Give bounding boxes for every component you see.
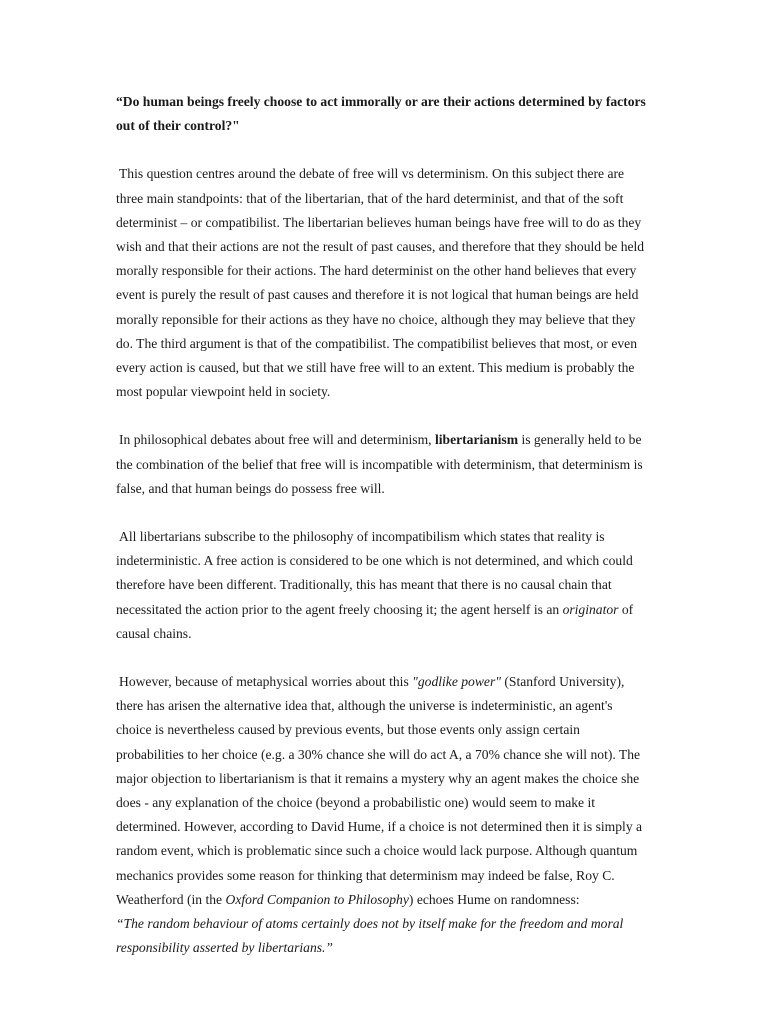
text-run: (Stanford University), there has arisen the alternative idea that, although the universe is indeterministic, an agent's choice is nevertheless caused by previous events, but those events only assign certain probabilities to her choice (e.g. a 30% chance she will do act A, a 70% chance she will not). The major objection to libertarianism is that it remains a mystery why an agent makes the choice she does - any explanation of the choice (beyond a probabilistic one) would seem to make it determined. However, according to David Hume, if a choice is not determined then it is simply a random event, which is problematic since such a choice would lack purpose. Although quantum mechanics provides some reason for thinking that determinism may indeed be false, Roy C. Weatherford (in the: [116, 674, 643, 907]
text-run: of causal chains.: [116, 601, 634, 641]
text-run: is generally held to be the combination of the belief that free will is incompatible with determinism, that determinism is false, and that human beings do possess free will.: [116, 432, 643, 496]
document-body: [116, 90, 646, 961]
paragraph-libertarianism-definition: [116, 428, 646, 501]
text-run: In philosophical debates about free will and determinism,: [119, 432, 435, 448]
paragraph-intro: This question centres around the debate of free will vs determinism. On this subject there are three main standpoints: that of the libertarian, that of the hard determinist, and that of the soft determinist – or compatibilist. The libertarian believes human beings have free will to do as they wish and that their actions are not the result of past causes, and therefore that they should be held morally responsible for their actions. The hard determinist on the other hand believes that every event is purely the result of past causes and therefore it is not logical that human beings are held morally reponsible for their actions as they have no choice, although they may believe that they do. The third argument is that of the compatibilist. The compatibilist believes that most, or even every action is caused, but that we still have free will to an extent. This medium is probably the most popular viewpoint held in society.: [116, 166, 645, 400]
document-title: “Do human beings freely choose to act immorally or are their actions determined by factors out of their control?": [116, 94, 646, 134]
text-run: However, because of metaphysical worries about this: [119, 674, 413, 690]
text-run: ) echoes Hume on randomness:: [408, 891, 580, 907]
paragraph-objections: [116, 670, 646, 912]
italic-term-originator: originator: [562, 601, 619, 617]
text-run: All libertarians subscribe to the philosophy of incompatibilism which states that reality is indeterministic. A free action is considered to be one which is not determined, and which could therefore have been different. Traditionally, this has meant that there is no causal chain that necessitated the action prior to the agent freely choosing it; the agent herself is an: [116, 529, 633, 617]
paragraph-incompatibilism: [116, 525, 646, 646]
italic-book-title: Oxford Companion to Philosophy: [225, 891, 409, 907]
block-quote: “The random behaviour of atoms certainly does not by itself make for the freedom and moral responsibility asserted by libertarians.”: [116, 916, 624, 956]
bold-term-libertarianism: libertarianism: [434, 432, 519, 448]
italic-quote-godlike-power: "godlike power": [412, 674, 501, 690]
